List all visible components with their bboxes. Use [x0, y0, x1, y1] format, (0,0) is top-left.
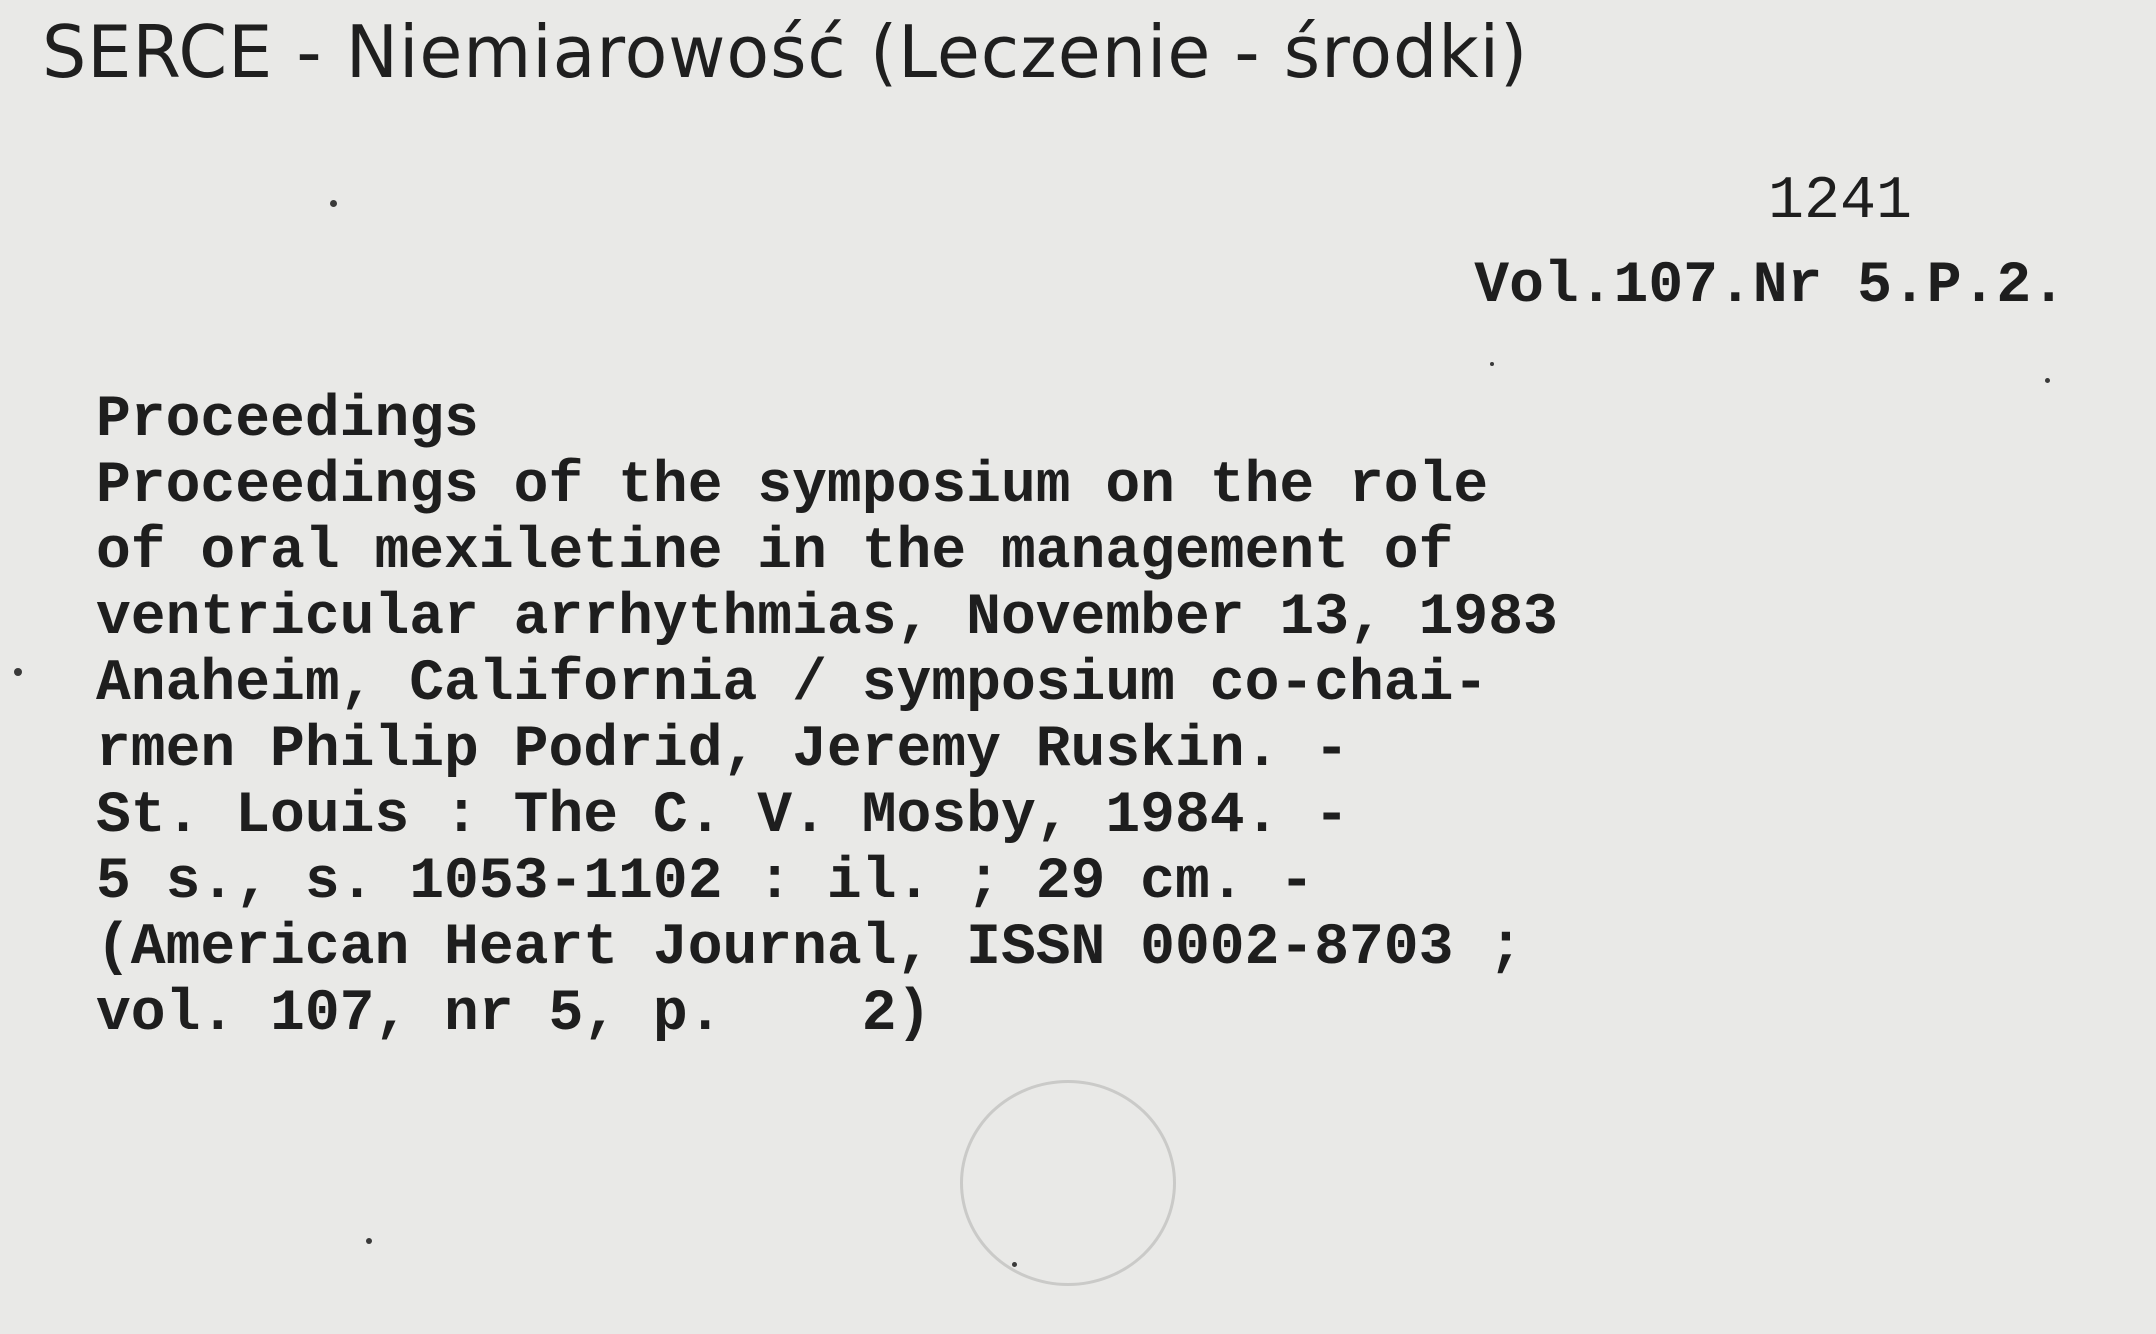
- paper-speck: [1490, 362, 1494, 366]
- volume-reference: Vol.107.Nr 5.P.2.: [1474, 254, 2066, 319]
- entry-line-3: ventricular arrhythmias, November 13, 1983: [96, 586, 1558, 651]
- paper-speck: [1012, 1262, 1017, 1267]
- paper-speck: [330, 200, 337, 207]
- entry-line-5: rmen Philip Podrid, Jeremy Ruskin. -: [96, 718, 1350, 783]
- bibliographic-entry: [96, 388, 1558, 1048]
- entry-line-8: (American Heart Journal, ISSN 0002-8703 ;: [96, 916, 1524, 981]
- paper-speck: [2045, 378, 2050, 383]
- paper-stain: [960, 1080, 1176, 1286]
- entry-line-1: Proceedings of the symposium on the role: [96, 454, 1489, 519]
- subject-heading: SERCE - Niemiarowość (Leczenie - środki): [42, 10, 1529, 94]
- paper-speck: [366, 1238, 372, 1244]
- entry-line-2: of oral mexiletine in the management of: [96, 520, 1454, 585]
- entry-line-6: St. Louis : The C. V. Mosby, 1984. -: [96, 784, 1350, 849]
- entry-line-9: vol. 107, nr 5, p. 2): [96, 982, 932, 1047]
- paper-speck: [14, 668, 22, 676]
- entry-line-title-heading: Proceedings: [96, 388, 479, 453]
- entry-line-7: 5 s., s. 1053-1102 : il. ; 29 cm. -: [96, 850, 1315, 915]
- entry-line-4: Anaheim, California / symposium co-chai-: [96, 652, 1489, 717]
- call-number: 1241: [1767, 168, 1912, 236]
